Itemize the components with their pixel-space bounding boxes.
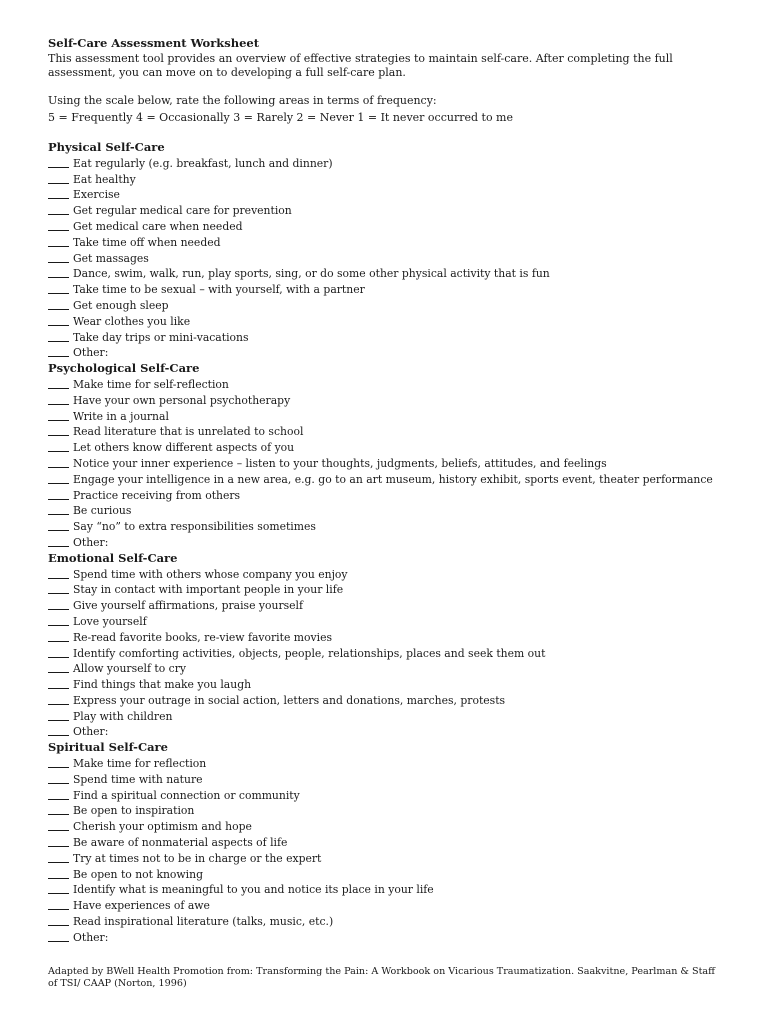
rating-blank[interactable] (48, 819, 69, 831)
rating-blank[interactable] (48, 219, 69, 231)
worksheet-title: Self-Care Assessment Worksheet (48, 36, 260, 50)
rating-blank[interactable] (48, 282, 69, 294)
rating-blank[interactable] (48, 393, 69, 405)
item-label: Express your outrage in social action, letters and donations, marches, protests (73, 693, 506, 707)
rating-blank[interactable] (48, 345, 69, 357)
list-item (48, 297, 728, 313)
list-item (48, 897, 728, 913)
list-item (48, 186, 728, 202)
list-item (48, 676, 728, 692)
item-label: Read literature that is unrelated to school (73, 425, 304, 439)
list-item (48, 392, 728, 408)
item-list (48, 155, 728, 360)
item-label: Engage your intelligence in a new area, e.g. go to an art museum, history exhibit, sports event, theater performance (73, 472, 713, 486)
list-item (48, 787, 728, 803)
list-item (48, 723, 728, 739)
rating-blank[interactable] (48, 661, 69, 673)
rating-blank[interactable] (48, 582, 69, 594)
list-item (48, 487, 728, 503)
rating-blank[interactable] (48, 851, 69, 863)
rating-blank[interactable] (48, 330, 69, 342)
item-label: Get enough sleep (73, 298, 169, 312)
rating-blank[interactable] (48, 930, 69, 942)
list-item (48, 502, 728, 518)
list-item (48, 708, 728, 724)
rating-blank[interactable] (48, 724, 69, 736)
rating-blank[interactable] (48, 503, 69, 515)
item-label: Wear clothes you like (73, 314, 191, 328)
list-item (48, 455, 728, 471)
item-label: Love yourself (73, 614, 147, 628)
rating-blank[interactable] (48, 598, 69, 610)
rating-blank[interactable] (48, 646, 69, 658)
list-item (48, 408, 728, 424)
list-item (48, 471, 728, 487)
item-label: Other: (73, 725, 109, 739)
item-label: Spend time with others whose company you enjoy (73, 567, 348, 581)
item-label: Notice your inner experience – listen to your thoughts, judgments, beliefs, attitudes, and feelings (73, 456, 607, 470)
rating-blank[interactable] (48, 614, 69, 626)
item-label: Take time off when needed (73, 235, 221, 249)
rating-blank[interactable] (48, 156, 69, 168)
rating-blank[interactable] (48, 377, 69, 389)
worksheet-page (48, 36, 728, 945)
self-care-sections (48, 139, 728, 945)
item-label: Try at times not to be in charge or the expert (73, 851, 322, 865)
item-label: Have your own personal psychotherapy (73, 393, 291, 407)
intro-paragraph: This assessment tool provides an overview of effective strategies to maintain self-care. After completing the full assessment, you can move on to developing a full self-care plan. (48, 52, 673, 79)
rating-blank[interactable] (48, 630, 69, 642)
list-item (48, 802, 728, 818)
item-label: Stay in contact with important people in your life (73, 583, 344, 597)
item-label: Find a spiritual connection or community (73, 788, 300, 802)
item-label: Other: (73, 535, 109, 549)
rating-blank[interactable] (48, 519, 69, 531)
list-item (48, 171, 728, 187)
item-label: Make time for self-reflection (73, 377, 229, 391)
rating-blank[interactable] (48, 756, 69, 768)
list-item (48, 218, 728, 234)
list-item (48, 771, 728, 787)
item-label: Let others know different aspects of you (73, 441, 295, 455)
item-label: Be aware of nonmaterial aspects of life (73, 836, 288, 850)
list-item (48, 692, 728, 708)
item-list (48, 376, 728, 550)
item-label: Cherish your optimism and hope (73, 820, 252, 834)
item-label: Practice receiving from others (73, 488, 241, 502)
rating-blank[interactable] (48, 882, 69, 894)
section-heading: Emotional Self-Care (48, 550, 178, 565)
item-label: Other: (73, 346, 109, 360)
list-item (48, 329, 728, 345)
item-label: Say “no” to extra responsibilities sometimes (73, 520, 316, 534)
item-label: Other: (73, 930, 109, 944)
list-item (48, 881, 728, 897)
list-item (48, 645, 728, 661)
item-label: Exercise (73, 188, 120, 202)
item-label: Eat healthy (73, 172, 136, 186)
section-physical-self-care (48, 139, 728, 360)
list-item (48, 629, 728, 645)
item-label: Have experiences of awe (73, 899, 210, 913)
item-label: Re-read favorite books, re-view favorite movies (73, 630, 333, 644)
list-item (48, 613, 728, 629)
item-label: Allow yourself to cry (73, 662, 186, 676)
item-label: Give yourself affirmations, praise yourself (73, 599, 303, 613)
list-item (48, 250, 728, 266)
item-label: Spend time with nature (73, 772, 203, 786)
rating-blank[interactable] (48, 298, 69, 310)
item-list (48, 566, 728, 740)
list-item (48, 281, 728, 297)
list-item (48, 534, 728, 550)
rating-blank[interactable] (48, 440, 69, 452)
section-heading: Psychological Self-Care (48, 361, 200, 376)
rating-blank[interactable] (48, 472, 69, 484)
rating-blank[interactable] (48, 898, 69, 910)
rating-blank[interactable] (48, 772, 69, 784)
rating-blank[interactable] (48, 187, 69, 199)
item-label: Find things that make you laugh (73, 678, 252, 692)
section-psychological-self-care (48, 360, 728, 550)
list-item (48, 866, 728, 882)
item-label: Be open to inspiration (73, 804, 195, 818)
list-item (48, 313, 728, 329)
item-list (48, 755, 728, 945)
list-item (48, 265, 728, 281)
item-label: Identify comforting activities, objects, people, relationships, places and seek them out (73, 646, 546, 660)
item-label: Be curious (73, 504, 132, 518)
list-item (48, 202, 728, 218)
list-item (48, 834, 728, 850)
list-item (48, 597, 728, 613)
rating-blank[interactable] (48, 867, 69, 879)
list-item (48, 423, 728, 439)
rating-blank[interactable] (48, 409, 69, 421)
rating-blank[interactable] (48, 266, 69, 278)
section-emotional-self-care (48, 550, 728, 740)
item-label: Write in a journal (73, 409, 169, 423)
rating-blank[interactable] (48, 567, 69, 579)
list-item (48, 581, 728, 597)
rating-blank[interactable] (48, 693, 69, 705)
list-item (48, 344, 728, 360)
section-spiritual-self-care (48, 739, 728, 944)
section-heading: Physical Self-Care (48, 140, 165, 154)
rating-blank[interactable] (48, 788, 69, 800)
rating-blank[interactable] (48, 235, 69, 247)
item-label: Get regular medical care for prevention (73, 204, 292, 218)
list-item (48, 439, 728, 455)
list-item (48, 376, 728, 392)
rating-blank[interactable] (48, 251, 69, 263)
item-label: Take time to be sexual – with yourself, with a partner (73, 283, 365, 297)
scale-instructions: Using the scale below, rate the following areas in terms of frequency: (48, 94, 437, 107)
rating-blank[interactable] (48, 914, 69, 926)
item-label: Play with children (73, 709, 173, 723)
item-label: Get medical care when needed (73, 219, 243, 233)
list-item (48, 660, 728, 676)
rating-blank[interactable] (48, 803, 69, 815)
item-label: Take day trips or mini-vacations (73, 330, 249, 344)
rating-scale: 5 = Frequently 4 = Occasionally 3 = Rarely 2 = Never 1 = It never occurred to me (48, 111, 513, 124)
rating-blank[interactable] (48, 677, 69, 689)
item-label: Get massages (73, 251, 149, 265)
list-item (48, 818, 728, 834)
rating-blank[interactable] (48, 424, 69, 436)
item-label: Eat regularly (e.g. breakfast, lunch and dinner) (73, 156, 333, 170)
rating-blank[interactable] (48, 835, 69, 847)
rating-blank[interactable] (48, 203, 69, 215)
rating-blank[interactable] (48, 172, 69, 184)
list-item (48, 155, 728, 171)
list-item (48, 234, 728, 250)
list-item (48, 850, 728, 866)
rating-blank[interactable] (48, 709, 69, 721)
list-item (48, 566, 728, 582)
item-label: Be open to not knowing (73, 867, 203, 881)
item-label: Read inspirational literature (talks, music, etc.) (73, 915, 334, 929)
list-item (48, 913, 728, 929)
list-item (48, 929, 728, 945)
item-label: Make time for reflection (73, 757, 207, 771)
item-label: Identify what is meaningful to you and notice its place in your life (73, 883, 434, 897)
item-label: Dance, swim, walk, run, play sports, sing, or do some other physical activity that is fun (73, 267, 550, 281)
rating-blank[interactable] (48, 456, 69, 468)
list-item (48, 518, 728, 534)
list-item (48, 755, 728, 771)
section-heading: Spiritual Self-Care (48, 740, 168, 755)
rating-blank[interactable] (48, 314, 69, 326)
rating-blank[interactable] (48, 535, 69, 547)
rating-blank[interactable] (48, 488, 69, 500)
source-citation: Adapted by BWell Health Promotion from: Transforming the Pain: A Workbook on Vicarious Traumatization. Saakvitne, Pearlman & Staff of TSI/ CAAP (Norton, 1996) (48, 966, 715, 989)
